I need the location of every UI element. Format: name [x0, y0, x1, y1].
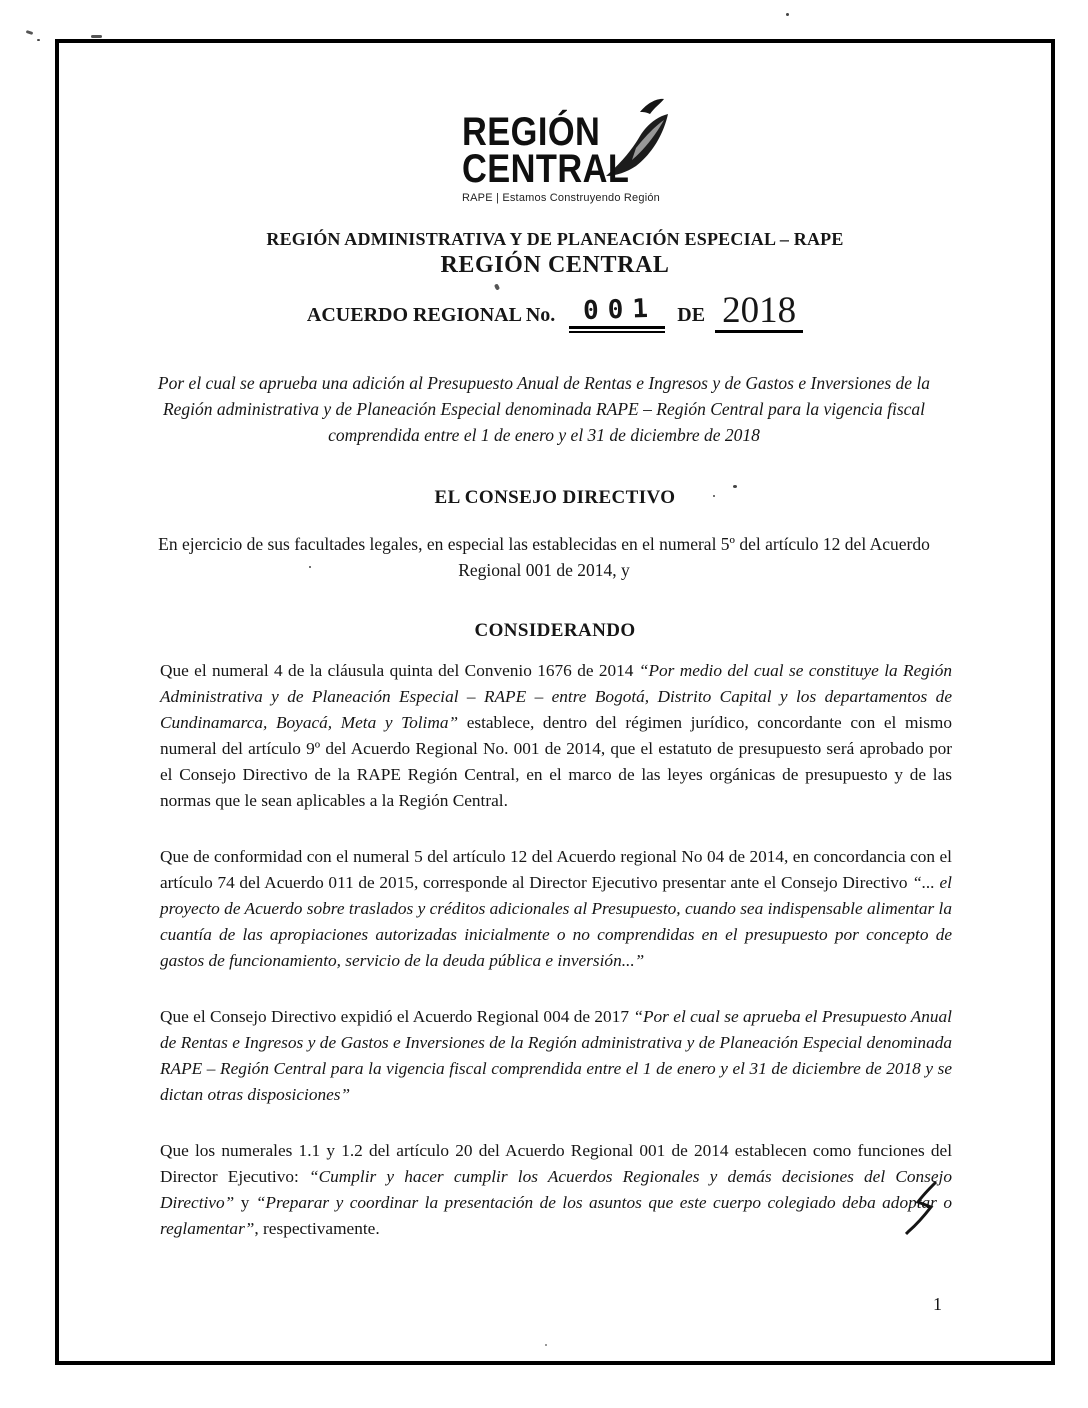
scan-artifact	[37, 39, 40, 41]
paragraph-text: Que los numerales 1.1 y 1.2 del artículo 20 del Acuerdo Regional 001 de 2014 establecen como funciones del Director Ejecutivo:	[160, 1141, 952, 1186]
paragraph-text: Que el Consejo Directivo expidió el Acuerdo Regional 004 de 2017	[160, 1007, 634, 1026]
logo-tagline: RAPE | Estamos Construyendo Región	[462, 192, 660, 204]
considerando-paragraph-3	[160, 1004, 952, 1108]
quoted-text: “... el proyecto de Acuerdo sobre traslados y créditos adicionales al Presupuesto, cuando sea indispensable alimentar la cuantía de las apropiaciones autorizadas inicialmente o no comprendidas en el presupuesto por concepto de gastos de funcionamiento, servicio de la deuda pública e inversión...”	[160, 873, 952, 970]
paragraph-text: Que de conformidad con el numeral 5 del artículo 12 del Acuerdo regional No 04 de 2014, en concordancia con el artículo 74 del Acuerdo 011 de 2015, corresponde al Director Ejecutivo presentar ante el Consejo Directivo	[160, 847, 952, 892]
paragraph-text: Que el numeral 4 de la cláusula quinta del Convenio 1676 de 2014	[160, 661, 639, 680]
considerando-paragraph-1	[160, 658, 952, 814]
page-number: 1	[933, 1294, 942, 1314]
paragraph-text: y	[234, 1193, 256, 1212]
acuerdo-title-connector: DE	[677, 304, 706, 326]
considerando-body	[160, 658, 952, 1272]
region-central-logo	[462, 110, 702, 204]
scan-artifact	[786, 13, 789, 16]
considerando-paragraph-2	[160, 844, 952, 974]
acuerdo-number-stamp: 001	[582, 293, 658, 327]
logo-wordmark-line1: REGIÓN	[462, 110, 601, 154]
consejo-directivo-heading: EL CONSEJO DIRECTIVO	[434, 487, 676, 508]
paragraph-text: , respectivamente.	[254, 1219, 380, 1238]
consejo-intro: En ejercicio de sus facultades legales, en especial las establecidas en el numeral 5º del artículo 12 del Acuerdo Regional 001 de 2014, y	[158, 534, 930, 580]
quoted-text: “Cumplir y hacer cumplir los Acuerdos Regionales y demás decisiones del Consejo Directivo”	[160, 1167, 952, 1212]
paragraph-text: establece, dentro del régimen jurídico, concordante con el mismo numeral del artículo 9º del Acuerdo Regional No. 001 de 2014, que el estatuto de presupuesto será aprobado por el Consejo Directivo de la RAPE Región Central, en el marco de las leyes orgánicas de presupuesto y de las normas que le sean aplicables a la Región Central.	[160, 713, 953, 810]
entity-name: REGIÓN CENTRAL	[440, 252, 670, 278]
logo-wordmark	[462, 110, 668, 191]
acuerdo-year: 2018	[715, 292, 803, 333]
acuerdo-number-underline	[569, 326, 665, 333]
considerando-heading: CONSIDERANDO	[474, 620, 636, 641]
quoted-text: “Preparar y coordinar la presentación de los asuntos que este cuerpo colegiado deba adoptar o reglamentar”	[160, 1193, 952, 1238]
acuerdo-title-row	[55, 292, 1055, 333]
considerando-paragraph-4	[160, 1138, 952, 1242]
handwritten-squiggle-icon	[905, 1180, 943, 1236]
quoted-text: “Por medio del cual se constituye la Región Administrativa y de Planeación Especial – RAPE – entre Bogotá, Distrito Capital y los departamentos de Cundinamarca, Boyacá, Meta y Tolima”	[160, 661, 952, 732]
acuerdo-title-label: ACUERDO REGIONAL No.	[306, 304, 556, 326]
quoted-text: “Por el cual se aprueba el Presupuesto Anual de Rentas e Ingresos y de Gastos e Inversiones de la Región administrativa y de Planeación Especial denominada RAPE – Región Central para la vigencia fiscal comprendida entre el 1 de enero y el 31 de diciembre de 2018 y se dictan otras disposiciones”	[160, 1007, 952, 1104]
logo-wordmark-line2: CENTRAL	[462, 147, 630, 191]
scan-artifact	[545, 1344, 547, 1346]
scan-artifact	[91, 35, 102, 38]
scan-artifact	[26, 30, 34, 35]
entity-line: REGIÓN ADMINISTRATIVA Y DE PLANEACIÓN ESPECIAL – RAPE	[266, 229, 844, 249]
acuerdo-number-block	[569, 294, 665, 333]
acuerdo-subject: Por el cual se aprueba una adición al Presupuesto Anual de Rentas e Ingresos y de Gastos e Inversiones de la Región administrativa y de Planeación Especial denominada RAPE – Región Central para la vigencia fiscal comprendida entre el 1 de enero y el 31 de diciembre de 2018	[157, 373, 931, 445]
